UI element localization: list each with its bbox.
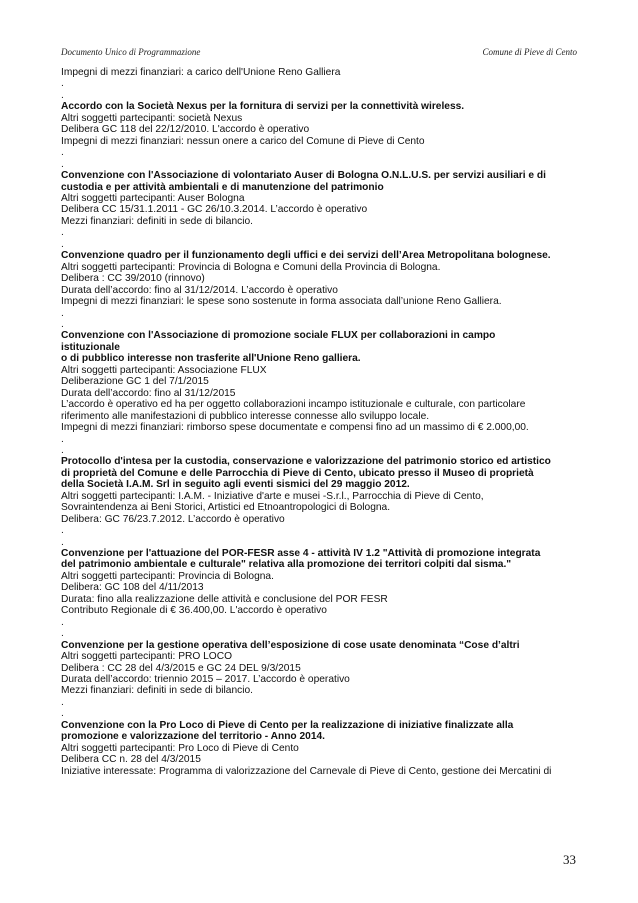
body-text-line: Altri soggetti partecipanti: I.A.M. - Iniziative d'arte e musei -S.r.l., Parrocchia di Pieve di Cento,: [61, 490, 484, 502]
body-text-line: L’accordo è operativo ed ha per oggetto collaborazioni incampo istituzionale e culturale, con particolare: [61, 399, 526, 411]
body-text-line: Altri soggetti partecipanti: Provincia di Bologna.: [61, 570, 274, 582]
section-heading-line: promozione e valorizzazione del territorio - Anno 2014.: [61, 731, 325, 743]
body-text-line: Delibera CC n. 28 del 4/3/2015: [61, 754, 201, 766]
body-text-line: Sovraintendenza ai Beni Storici, Artistici ed Etnoantropologici di Bologna.: [61, 502, 391, 514]
section-heading-line: Convenzione con l'Associazione di promozione sociale FLUX per collaborazioni in campo: [61, 330, 496, 342]
separator-dot: .: [61, 89, 64, 101]
body-text-line: Altri soggetti partecipanti: Provincia di Bologna e Comuni della Provincia di Bologna.: [61, 261, 441, 273]
section-heading-line: custodia e per attività ambientali e di manutenzione del patrimonio: [61, 181, 384, 193]
section-heading-line: Convenzione quadro per il funzionamento degli uffici e dei servizi dell’Area Metropolitana bolognese.: [61, 250, 551, 262]
section-heading-line: della Società I.A.M. Srl in seguito agli eventi sismici del 29 maggio 2012.: [61, 479, 410, 491]
separator-dot: .: [61, 433, 64, 445]
page-number: 33: [563, 852, 576, 867]
separator-dot: .: [61, 238, 64, 250]
separator-dot: .: [61, 708, 64, 720]
body-text-line: Impegni di mezzi finanziari: a carico dell'Unione Reno Galliera: [61, 67, 341, 78]
section-heading-line: Convenzione con la Pro Loco di Pieve di Cento per la realizzazione di iniziative finalizzate alla: [61, 719, 514, 731]
body-text-line: Delibera : CC 28 del 4/3/2015 e GC 24 DEL 9/3/2015: [61, 662, 301, 674]
body-text-line: Mezzi finanziari: definiti in sede di bilancio.: [61, 685, 253, 697]
separator-dot: .: [61, 536, 64, 548]
body-text-line: Delibera GC 118 del 22/12/2010. L'accordo è operativo: [61, 124, 310, 136]
body-text-line: Impegni di mezzi finanziari: nessun onere a carico del Comune di Pieve di Cento: [61, 135, 425, 147]
body-text-line: Delibera: GC 76/23.7.2012. L’accordo è operativo: [61, 513, 285, 525]
section-heading-line: del patrimonio ambientale e culturale" relativa alla promozione dei territori colpiti dal sisma.": [61, 559, 512, 571]
separator-dot: .: [61, 78, 64, 90]
separator-dot: .: [61, 525, 64, 537]
section-heading-line: di proprietà del Comune e delle Parrocchia di Pieve di Cento, ubicato presso il Museo di proprietà: [61, 467, 534, 479]
separator-dot: .: [61, 616, 64, 628]
separator-dot: .: [61, 158, 64, 170]
separator-dot: .: [61, 696, 64, 708]
body-text-line: Altri soggetti partecipanti: Associazione FLUX: [61, 364, 267, 376]
body-text-line: Impegni di mezzi finanziari: rimborso spese documentate e compensi fino ad un massimo di € 2.000,00.: [61, 422, 529, 434]
section-heading-line: Accordo con la Società Nexus per la fornitura di servizi per la connettività wireless.: [61, 101, 465, 113]
separator-dot: .: [61, 444, 64, 456]
section-heading-line: Convenzione per l'attuazione del POR-FESR asse 4 - attività IV 1.2 "Attività di promozione integrata: [61, 548, 541, 560]
section-heading-line: Convenzione con l'Associazione di volontariato Auser di Bologna O.N.L.U.S. per servizi ausiliari e di: [61, 170, 546, 182]
body-text-line: Delibera CC 15/31.1.2011 - GC 26/10.3.2014. L’accordo è operativo: [61, 204, 368, 216]
body-text-line: Durata dell’accordo: triennio 2015 – 2017. L’accordo è operativo: [61, 674, 350, 686]
body-text-line: Altri soggetti partecipanti: Pro Loco di Pieve di Cento: [61, 742, 299, 754]
body-text-line: Mezzi finanziari: definiti in sede di bilancio.: [61, 215, 253, 227]
separator-dot: .: [61, 147, 64, 159]
body-text-line: Iniziative interessate: Programma di valorizzazione del Carnevale di Pieve di Cento, gestione dei Mercatini di: [61, 765, 552, 777]
body-text-line: Delibera : CC 39/2010 (rinnovo): [61, 273, 205, 285]
separator-dot: .: [61, 318, 64, 330]
separator-dot: .: [61, 307, 64, 319]
separator-dot: .: [61, 227, 64, 239]
section-heading-line: o di pubblico interesse non trasferite all'Unione Reno galliera.: [61, 353, 361, 365]
separator-dot: .: [61, 628, 64, 640]
body-text-line: Contributo Regionale di € 36.400,00. L'accordo è operativo: [61, 605, 327, 617]
body-text-line: Durata dell’accordo: fino al 31/12/2015: [61, 387, 236, 399]
body-text-line: Durata: fino alla realizzazione delle attività e conclusione del POR FESR: [61, 593, 388, 605]
section-heading-line: Convenzione per la gestione operativa dell’esposizione di cose usate denominata “Cose d’altri: [61, 639, 520, 651]
body-text-line: Impegni di mezzi finanziari: le spese sono sostenute in forma associata dall’unione Reno Galliera.: [61, 296, 502, 308]
body-text-line: Deliberazione GC 1 del 7/1/2015: [61, 376, 209, 388]
section-heading-line: istituzionale: [61, 341, 120, 353]
body-text-line: Altri soggetti partecipanti: Auser Bologna: [61, 192, 245, 204]
document-body: [61, 67, 581, 777]
body-text-line: riferimento alle manifestazioni di pubblico interesse connesse allo sviluppo locale.: [61, 410, 430, 422]
header-document-title: Documento Unico di Programmazione: [61, 47, 201, 57]
body-text-line: Delibera: GC 108 del 4/11/2013: [61, 582, 204, 594]
body-text-line: Altri soggetti partecipanti: PRO LOCO: [61, 651, 232, 663]
body-text-line: Altri soggetti partecipanti: società Nexus: [61, 112, 243, 124]
body-text-line: Durata dell’accordo: fino al 31/12/2014. L’accordo è operativo: [61, 284, 338, 296]
section-heading-line: Protocollo d'intesa per la custodia, conservazione e valorizzazione del patrimonio storico ed artistico: [61, 456, 551, 468]
header-municipality: Comune di Pieve di Cento: [482, 47, 577, 57]
